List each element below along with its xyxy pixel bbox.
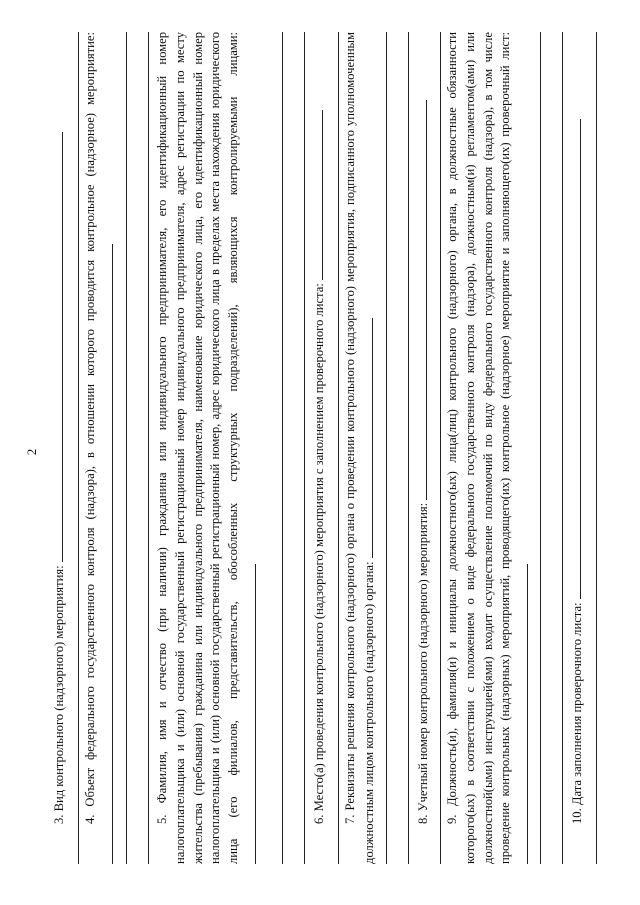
section-7-line-1 xyxy=(386,32,387,864)
section-3 xyxy=(50,32,69,864)
section-9-text: 9. Должность(и), фамилия(и) и инициалы должностного(ых) лица(лиц) контрольного (надзорного) органа, в должностные обязанности которого(ых) в соответствии с положением о виде федерального государственного контроля (надзора), должностным(и) регламентом(ами) или должностной(ыми) инструкцией(ями) входит осуществление полномочий по виду федерального государственного контроля (надзора), в том числе проведение контрольных (надзорных) мероприятий, проводящего(их) контрольное (надзорное) мероприятие и заполняющего(их) проверочный лист: xyxy=(445,32,513,864)
section-9-line-2 xyxy=(562,32,563,864)
section-6 xyxy=(310,32,329,864)
section-9-line-1 xyxy=(540,32,541,864)
section-3-text: 3. Вид контрольного (надзорного) мероприятия: xyxy=(52,565,66,824)
section-5-line-2 xyxy=(304,32,305,864)
section-5-line-1 xyxy=(282,32,283,864)
section-8 xyxy=(414,32,433,864)
section-10-blank xyxy=(568,119,581,599)
section-6-line xyxy=(338,32,339,864)
section-4-line-1 xyxy=(126,32,127,864)
section-10-text: 10. Дата заполнения проверочного листа: xyxy=(570,602,584,824)
section-10-line xyxy=(596,32,597,864)
section-4-blank xyxy=(100,244,113,864)
section-5 xyxy=(154,32,262,864)
section-7-blank xyxy=(360,318,373,558)
section-7 xyxy=(342,32,379,864)
section-4-text: 4. Объект федерального государственного контроля (надзора), в отношении которого проводится контрольное (надзорное) мероприятие: xyxy=(83,32,97,824)
section-5-blank xyxy=(243,564,256,864)
section-6-blank xyxy=(310,110,323,280)
section-5-text: 5. Фамилия, имя и отчество (при наличии) гражданина или индивидуального предпринимателя, его идентификационный номер налогоплательщика и (или) основной государственный регистрационный номер индивидуального предпринимателя, адрес регистрации по месту жительства (пребывания) гражданина или индивидуального предпринимателя, наименование юридического лица, его идентификационный номер налогоплательщика и (или) основной государственный регистрационный номер, адрес юридического лица в пределах места нахождения юридического лица (его филиалов, представительств, обособленных структурных подразделений), являющихся контролируемыми лицами: xyxy=(155,32,241,864)
section-3-line xyxy=(78,32,79,864)
page-number: 2 xyxy=(24,448,39,456)
section-8-line xyxy=(440,32,441,864)
rotated-document-sheet xyxy=(20,20,620,884)
section-9-blank xyxy=(515,564,528,864)
section-7-line-2 xyxy=(408,32,409,864)
section-3-blank xyxy=(50,132,63,562)
section-7-text: 7. Реквизиты решения контрольного (надзорного) органа о проведении контрольного (надзорного) мероприятия, подписанного уполномоченным должностным лицом контрольного (надзорного) органа: xyxy=(343,32,376,864)
section-4 xyxy=(82,32,119,864)
section-10 xyxy=(568,32,587,864)
section-4-line-2 xyxy=(148,32,149,864)
section-8-blank xyxy=(414,100,427,500)
section-9 xyxy=(444,32,534,864)
section-8-text: 8. Учетный номер контрольного (надзорного) мероприятия: xyxy=(416,502,430,824)
section-6-text: 6. Место(а) проведения контрольного (надзорного) мероприятия с заполнением проверочного листа: xyxy=(312,283,326,824)
